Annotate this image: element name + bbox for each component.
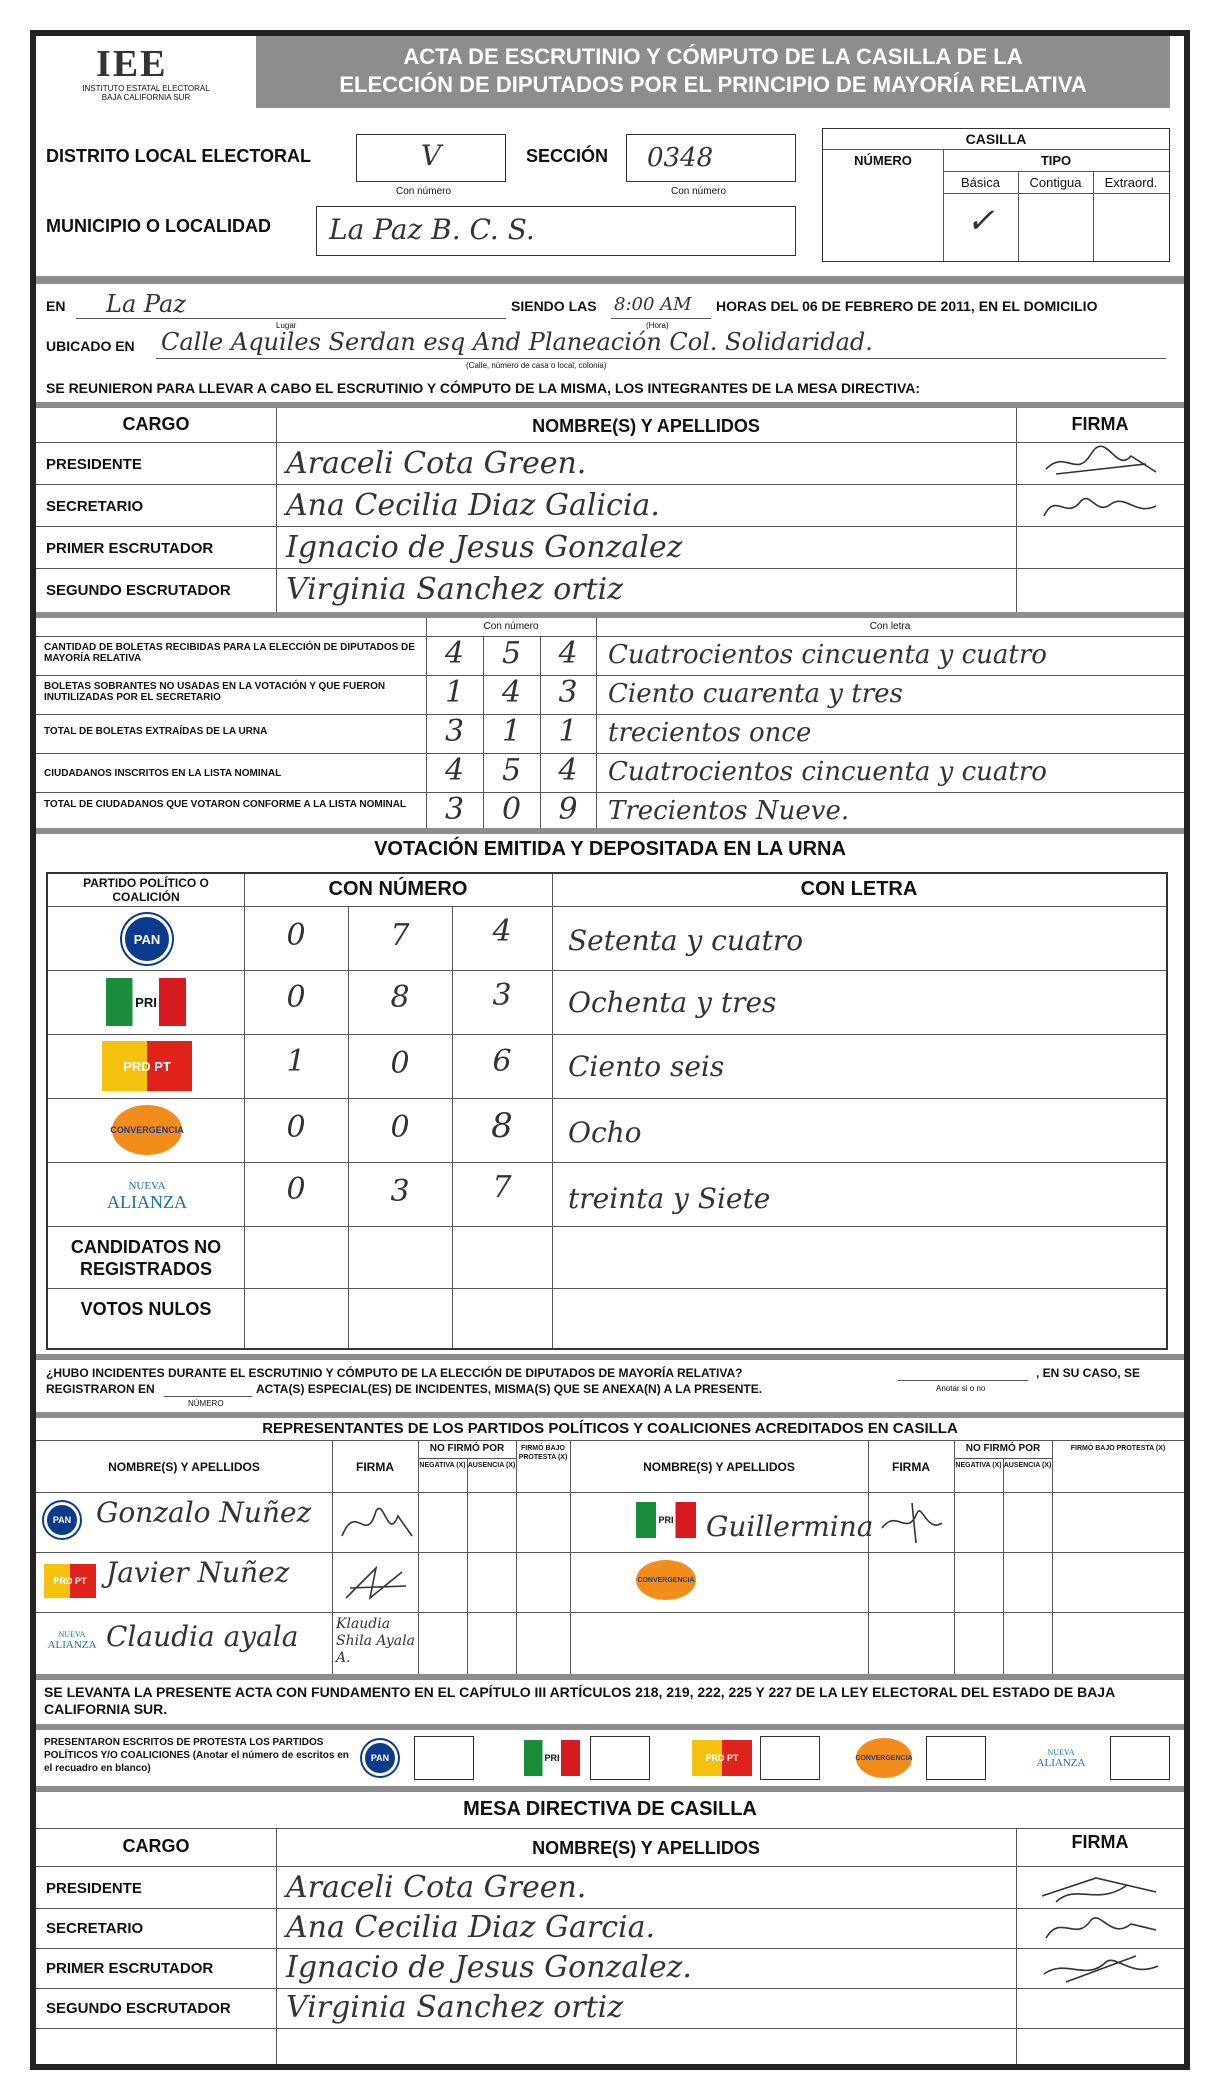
mesa2-nombre-0: Araceli Cota Green. [286,1870,587,1905]
rep-left-nombre-2: Claudia ayala [106,1620,299,1653]
mesa-table-1 [36,408,1184,612]
reps-h-ausencia-right: AUSENCIA (X) [1003,1462,1052,1469]
casilla-basica: Básica [960,175,1001,190]
reps-h-firma-right: FIRMA [892,1460,930,1474]
casilla-basica-mark[interactable]: ✓ [966,201,995,241]
mesa2-nombre-1: Ana Cecilia Diaz Garcia. [286,1910,656,1945]
nueva-alianza-logo [92,1169,202,1219]
incidents-hint-anotar: Anotar si o no [936,1384,986,1393]
mesa2-nombre-3: Virginia Sanchez ortiz [286,1990,624,2025]
reps-h-ausencia-left: AUSENCIA (X) [467,1462,516,1469]
reps-table [36,1440,1184,1674]
horas-text: HORAS DEL 06 DE FEBRERO DE 2011, EN EL DOMICILIO [716,298,1098,314]
signature-presidente-2 [1036,1868,1166,1908]
siendo-label: SIENDO LAS [511,298,597,314]
votes-h-num: CON NÚMERO [328,878,468,900]
ubicado-hint: (Calle, número de casa o local, colonia) [466,361,607,370]
mesa2-h-firma: FIRMA [1071,1832,1129,1852]
protesta-na-line2: ALIANZA [1036,1757,1086,1769]
lugar-hint: Lugar [276,321,297,330]
convergencia-logo: CONVERGENCIA [112,1105,182,1155]
protesta-conv-logo: CONVERGENCIA [856,1738,912,1778]
vote-d1-0: 0 [286,918,306,953]
mesa1-h-cargo: CARGO [122,414,190,434]
signature-primer-escrutador-2 [1036,1948,1166,1988]
mesa1-h-firma: FIRMA [1071,414,1129,434]
count-d1-1: 1 [444,675,465,710]
incidents-hint-num: NÚMERO [188,1399,224,1408]
casilla-box [822,128,1170,262]
protesta-conv-box[interactable] [926,1736,986,1780]
vote-d2-4: 3 [390,1174,410,1209]
reps-h-nofirmo-right: NO FIRMÓ POR [965,1443,1041,1454]
counts-h-num: Con número [483,621,539,632]
ubicado-label: UBICADO EN [46,338,135,354]
vote-d3-3: 8 [491,1106,513,1146]
mesa2-cargo-1: SECRETARIO [46,1920,144,1937]
counts-h-letra: Con letra [869,621,911,632]
section-hint: Con número [671,186,727,197]
protesta-prdpt-logo: PRD PT [692,1740,752,1776]
casilla-numero: NÚMERO [854,153,912,168]
incidents-line1: ¿HUBO INCIDENTES DURANTE EL ESCRUTINIO Y CÓMPUTO DE LA ELECCIÓN DE DIPUTADOS DE MAYORÍA RELATIVA? [46,1366,743,1380]
protesta-pri-logo: PRI [524,1740,580,1776]
incidents-line2-start: REGISTRARON EN [46,1382,155,1396]
district-hint: Con número [396,186,452,197]
rep-left-firma-0 [336,1496,416,1550]
count-letra-0: Cuatrocientos cincuenta y cuatro [608,640,1047,670]
vote-d1-3: 0 [286,1110,306,1145]
no-registrados-label: CANDIDATOS NO REGISTRADOS [70,1237,222,1279]
votes-h-party: PARTIDO POLÍTICO O COALICIÓN [83,876,209,904]
vote-letra-2: Ciento seis [568,1050,725,1083]
iee-logo-text: IEE [96,43,168,85]
count-d3-3: 4 [558,753,578,788]
casilla-title: CASILLA [965,131,1027,147]
rep-pri-logo: PRI [636,1502,696,1538]
rep-na-line2: ALIANZA [47,1639,97,1651]
vote-d1-4: 0 [286,1172,306,1207]
district-label: DISTRITO LOCAL ELECTORAL [46,146,312,166]
rep-left-firma-2: Klaudia Shila Ayala A. [336,1616,415,1666]
vote-letra-0: Setenta y cuatro [568,924,804,957]
title-banner [256,36,1170,108]
incidents-line1-end: , EN SU CASO, SE [1036,1366,1141,1380]
vote-letra-4: treinta y Siete [568,1182,771,1215]
signature-presidente-1 [1036,444,1166,484]
count-letra-1: Ciento cuarenta y tres [608,679,903,709]
vote-d1-2: 1 [286,1044,306,1079]
ubicado-value: Calle Aquiles Serdan esq And Planeación Col. Solidaridad. [161,328,873,356]
section-label: SECCIÓN [526,146,609,166]
count-d3-2: 1 [558,714,578,749]
reps-h-protesta-right: FIRMÓ BAJO PROTESTA (X) [1070,1445,1166,1452]
na-logo-line2: ALIANZA [107,1192,187,1212]
rep-na-line1: NUEVA [58,1630,86,1639]
rep-right-nombre-0: Guillermina [706,1510,874,1543]
hora-hint: (Hora) [646,321,669,330]
count-d2-4: 0 [501,792,522,827]
mesa2-nombre-2: Ignacio de Jesus Gonzalez. [286,1950,692,1985]
mesa1-h-nombre: NOMBRE(S) Y APELLIDOS [532,416,760,436]
vote-d2-0: 7 [390,918,410,953]
rep-left-nombre-0: Gonzalo Nuñez [96,1496,312,1529]
count-d3-4: 9 [558,792,578,827]
institute-name: INSTITUTO ESTATAL ELECTORAL BAJA CALIFORNIA SUR [82,84,210,102]
signature-secretario-2 [1036,1908,1166,1948]
reunieron-text: SE REUNIERON PARA LLEVAR A CABO EL ESCRUTINIO Y CÓMPUTO DE LA MISMA, LOS INTEGRANTES DE LA MESA DIRECTIVA: [46,380,921,396]
reps-h-firma-left: FIRMA [356,1460,394,1474]
rep-pan-logo: PAN [44,1502,80,1538]
count-d2-2: 1 [501,714,522,749]
prd-pt-logo: PRD PT [102,1041,192,1091]
section-field[interactable] [626,134,796,182]
counts-table [36,618,1184,828]
vote-letra-1: Ochenta y tres [568,986,777,1019]
mesa1-cargo-1: SECRETARIO [46,498,144,515]
votes-h-letra: CON LETRA [800,878,918,900]
pan-logo: PAN [122,914,172,964]
count-letra-3: Cuatrocientos cincuenta y cuatro [608,757,1047,787]
reps-h-nombre-right: NOMBRE(S) Y APELLIDOS [643,1460,795,1474]
count-label-0: CANTIDAD DE BOLETAS RECIBIDAS PARA LA ELECCIÓN DE DIPUTADOS DE MAYORÍA RELATIVA [44,642,415,664]
vote-d2-2: 0 [390,1046,410,1081]
count-label-1: BOLETAS SOBRANTES NO USADAS EN LA VOTACIÓN Y QUE FUERON INUTILIZADAS POR EL SECRETARIO [44,681,386,703]
vote-d2-1: 8 [390,980,410,1015]
mesa1-nombre-2: Ignacio de Jesus Gonzalez [286,530,683,565]
count-label-4: TOTAL DE CIUDADANOS QUE VOTARON CONFORME A LA LISTA NOMINAL [44,799,407,810]
acta-document [30,30,1190,2070]
count-label-3: CIUDADANOS INSCRITOS EN LA LISTA NOMINAL [44,768,282,779]
reps-h-negativa-right: NEGATIVA (X) [955,1462,1002,1469]
hora-value: 8:00 AM [614,294,692,315]
vote-d3-1: 3 [492,978,512,1013]
mesa2-h-cargo: CARGO [122,1836,190,1856]
votes-table [46,872,1168,1350]
rep-conv-logo: CONVERGENCIA [636,1560,696,1600]
mesa1-cargo-3: SEGUNDO ESCRUTADOR [46,582,231,599]
vote-d3-4: 7 [492,1170,512,1205]
section-value: 0348 [647,143,714,173]
rep-right-firma-0 [872,1498,952,1548]
incidents-line2-rest: ACTA(S) ESPECIAL(ES) DE INCIDENTES, MISMA(S) QUE SE ANEXA(N) A LA PRESENTE. [256,1382,763,1396]
en-label: EN [46,298,66,314]
mesa1-nombre-1: Ana Cecilia Diaz Galicia. [286,488,660,523]
title-line-1: ACTA DE ESCRUTINIO Y CÓMPUTO DE LA CASILLA DE LA [403,44,1023,69]
reps-h-protesta-left: FIRMÓ BAJO PROTESTA (X) [518,1445,568,1461]
mesa2-title: MESA DIRECTIVA DE CASILLA [463,1798,757,1820]
mesa2-h-nombre: NOMBRE(S) Y APELLIDOS [532,1838,760,1858]
protesta-text: PRESENTARON ESCRITOS DE PROTESTA LOS PARTIDOS POLÍTICOS Y/O COALICIONES (Anotar el número de escritos en el recuadro en blanco) [44,1737,349,1774]
pri-logo: PRI [106,978,186,1026]
rep-left-nombre-1: Javier Nuñez [106,1556,290,1589]
count-d1-3: 4 [444,753,465,788]
signature-secretario-1 [1036,486,1166,526]
casilla-contigua: Contigua [1029,175,1082,190]
count-label-2: TOTAL DE BOLETAS EXTRAÍDAS DE LA URNA [44,726,268,737]
na-logo-line1: NUEVA [128,1180,166,1192]
fundamento-text: SE LEVANTA LA PRESENTE ACTA CON FUNDAMENTO EN EL CAPÍTULO III ARTÍCULOS 218, 219, 222, 225 Y 227 DE LA LEY ELECTORAL DEL ESTADO DE BAJA CALIFORNIA SUR. [44,1684,1115,1717]
municipality-label: MUNICIPIO O LOCALIDAD [46,216,271,236]
iee-logo [76,42,216,102]
count-d3-1: 3 [558,675,578,710]
mesa2-cargo-0: PRESIDENTE [46,1880,142,1897]
count-d2-1: 4 [501,675,522,710]
votes-title: VOTACIÓN EMITIDA Y DEPOSITADA EN LA URNA [374,838,846,860]
protesta-pan-box[interactable] [414,1736,474,1780]
municipality-value: La Paz B. C. S. [329,213,535,246]
reps-h-negativa-left: NEGATIVA (X) [419,1462,466,1469]
nulos-label: VOTOS NULOS [80,1299,212,1319]
vote-d2-3: 0 [390,1110,410,1145]
rep-prdpt-logo: PRD PT [44,1564,96,1598]
mesa1-cargo-2: PRIMER ESCRUTADOR [46,540,214,557]
en-value: La Paz [106,290,186,318]
rep-left-firma-1 [336,1558,416,1608]
count-letra-2: trecientos once [608,718,812,748]
vote-d3-0: 4 [492,914,512,949]
vote-letra-3: Ocho [568,1116,642,1149]
district-field[interactable] [356,134,506,182]
title-line-2: ELECCIÓN DE DIPUTADOS POR EL PRINCIPIO DE MAYORÍA RELATIVA [339,72,1087,97]
count-d1-0: 4 [444,636,465,671]
mesa-table-2 [36,1828,1184,2064]
count-d1-2: 3 [444,714,465,749]
reps-title: REPRESENTANTES DE LOS PARTIDOS POLÍTICOS Y COALICIONES ACREDITADOS EN CASILLA [262,1420,958,1437]
count-d3-0: 4 [558,636,578,671]
vote-d1-1: 0 [286,980,306,1015]
reps-h-nofirmo-left: NO FIRMÓ POR [429,1443,505,1454]
protesta-na-logo [1026,1738,1096,1778]
rep-na-logo [42,1620,102,1660]
mesa2-cargo-2: PRIMER ESCRUTADOR [46,1960,214,1977]
vote-d3-2: 6 [492,1044,512,1079]
count-d2-0: 5 [501,636,522,671]
mesa1-nombre-0: Araceli Cota Green. [286,446,587,481]
casilla-extraord: Extraord. [1104,175,1158,190]
mesa1-nombre-3: Virginia Sanchez ortiz [286,572,624,607]
protesta-pri-box[interactable] [590,1736,650,1780]
district-value: V [420,139,442,172]
protesta-pan-logo: PAN [362,1740,398,1776]
reps-h-nombre-left: NOMBRE(S) Y APELLIDOS [108,1460,260,1474]
protesta-na-line1: NUEVA [1047,1748,1075,1757]
municipality-field[interactable] [316,206,796,256]
count-d1-4: 3 [444,792,465,827]
count-d2-3: 5 [501,753,522,788]
protesta-prdpt-box[interactable] [760,1736,820,1780]
casilla-tipo: TIPO [1040,153,1072,168]
protesta-na-box[interactable] [1110,1736,1170,1780]
count-letra-4: Trecientos Nueve. [608,796,850,826]
mesa2-cargo-3: SEGUNDO ESCRUTADOR [46,2000,231,2017]
mesa1-cargo-0: PRESIDENTE [46,456,142,473]
